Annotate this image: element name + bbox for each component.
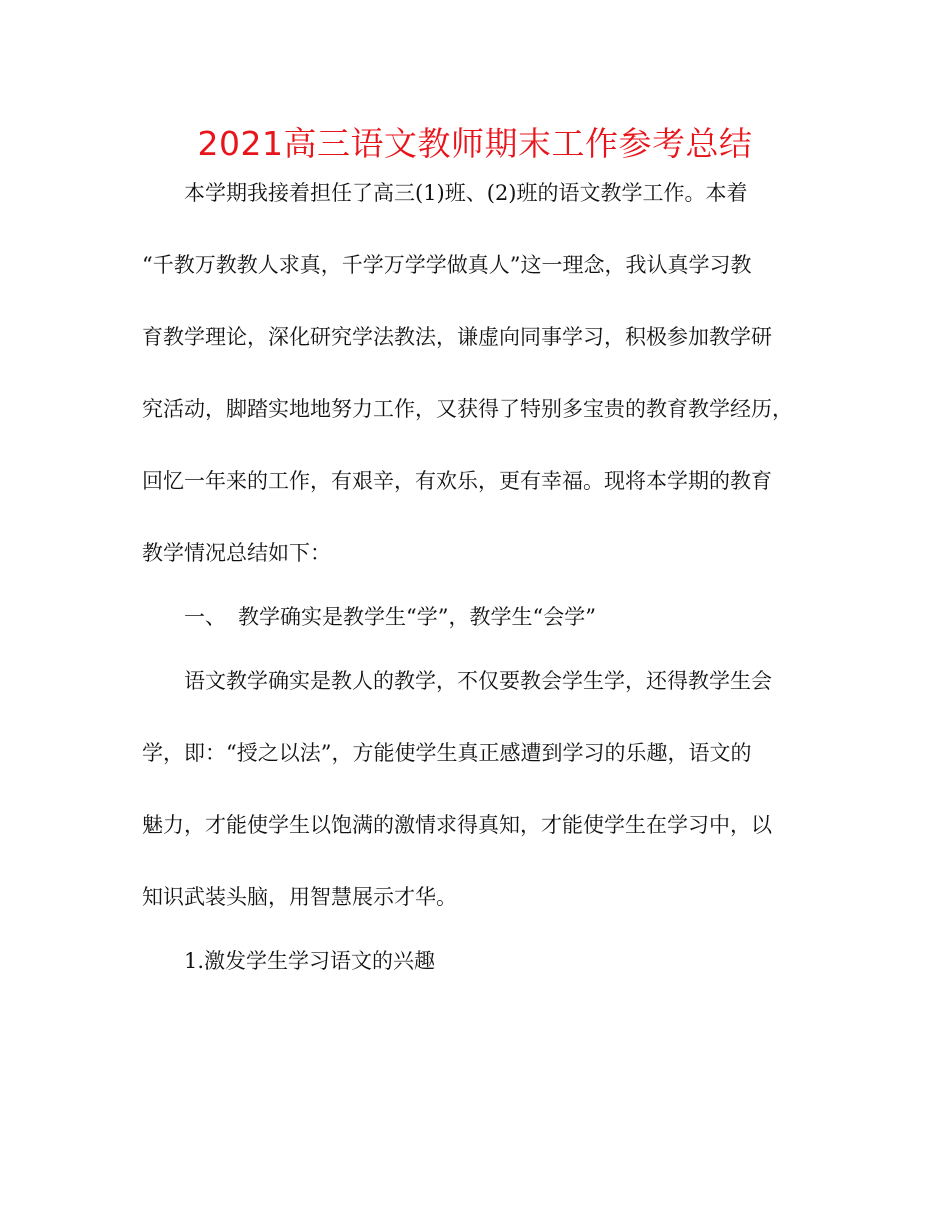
section-number: 一、: [184, 605, 226, 629]
paragraph-2-line-1: 语文教学确实是教人的教学，不仅要教会学生学，还得教学生会: [184, 669, 772, 693]
section-heading-text: 教学确实是教学生“学”，教学生“会学”: [238, 605, 596, 629]
paragraph-2-line-4: 知识武装头脑，用智慧展示才华。: [142, 885, 457, 909]
paragraph-1-line-2: “千教万教教人求真，千学万学学做真人”这一理念，我认真学习教: [142, 253, 752, 277]
paragraph-1-line-6: 教学情况总结如下：: [142, 541, 331, 565]
paragraph-2-line-3: 魅力，才能使学生以饱满的激情求得真知，才能使学生在学习中，以: [142, 813, 772, 837]
section-heading-1: [184, 602, 864, 632]
paragraph-1-line-5: 回忆一年来的工作，有艰辛，有欢乐，更有幸福。现将本学期的教育: [142, 469, 772, 493]
document-title: 2021高三语文教师期末工作参考总结: [197, 124, 753, 163]
subheading-1: 1.激发学生学习语文的兴趣: [184, 949, 436, 973]
paragraph-1-line-4: 究活动，脚踏实地地努力工作，又获得了特别多宝贵的教育教学经历，: [142, 397, 793, 421]
paragraph-1-line-3: 育教学理论，深化研究学法教法，谦虚向同事学习，积极参加教学研: [142, 325, 772, 349]
paragraph-2-line-2: 学，即：“授之以法”，方能使学生真正感遭到学习的乐趣，语文的: [142, 741, 752, 765]
paragraph-1-line-1: 本学期我接着担任了高三(1)班、(2)班的语文教学工作。本着: [184, 181, 748, 205]
